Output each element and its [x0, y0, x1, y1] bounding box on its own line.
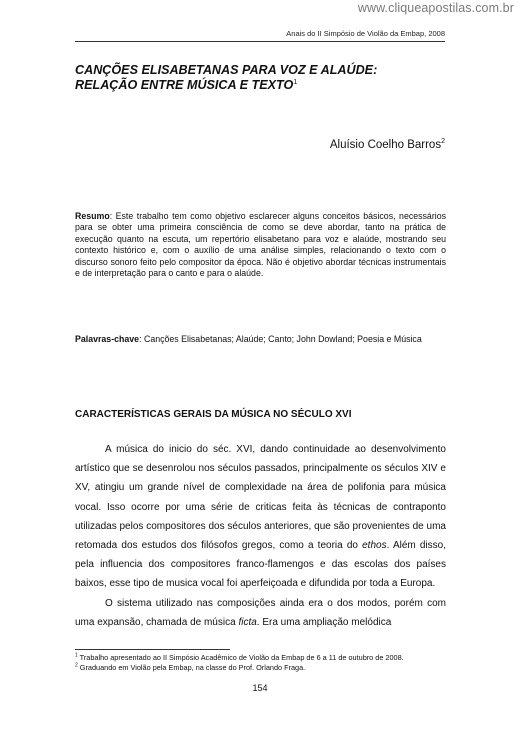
- author: [330, 139, 445, 151]
- keywords-label: Palavras-chave: [75, 334, 140, 344]
- title-footnote-ref: 1: [293, 78, 298, 86]
- keywords-text: : Canções Elisabetanas; Alaúde; Canto; John Dowland; Poesia e Música: [139, 334, 422, 344]
- footnote-2: [75, 663, 446, 673]
- running-header: Anais do II Simpósio de Violão da Embap, 2008: [286, 29, 445, 38]
- paragraph-1-text-b: . Além disso, pela influencia dos compositores franco-flamengos e das escolas dos países baixos, esse tipo de musica vocal foi aperfeiçoada e difundida por toda a Europa.: [75, 540, 446, 590]
- author-name: Aluísio Coelho Barros: [329, 139, 442, 151]
- author-footnote-ref: 2: [441, 138, 445, 146]
- footnote-2-number: 2: [75, 662, 78, 669]
- paragraph-1-text-a: A música do inicio do séc. XVI, dando continuidade ao desenvolvimento artístico que se desenrolou nos séculos passados, principalmente os séculos XIV e XV, atingiu um grande nível de complexidade na área de polifonia para música vocal. Isso ocorre por uma série de criticas feita às técnicas de contraponto utilizadas pelos compositores dos séculos anteriores, que são provenientes de uma retomada dos estudos dos filósofos gregos, como a teoria do: [75, 444, 446, 552]
- paragraph-2-text-a: O sistema utilizado nas composições ainda era o dos modos, porém com uma expansão, chamada de música: [75, 597, 446, 628]
- paragraph-1-italic: ethos: [362, 540, 387, 552]
- abstract: [75, 211, 446, 279]
- keywords: [75, 334, 446, 345]
- paragraph-2: [75, 594, 446, 632]
- footnote-1: [75, 653, 446, 663]
- page-number: 154: [252, 683, 268, 693]
- footnote-2-text: Graduando em Violão pela Embap, na classe do Prof. Orlando Fraga.: [77, 662, 306, 672]
- section-heading: CARACTERÍSTICAS GERAIS DA MÚSICA NO SÉCULO XVI: [75, 409, 352, 420]
- watermark: www.cliqueapostilas.com.br: [357, 1, 514, 15]
- header-rule: [75, 41, 445, 42]
- footnote-rule: [75, 649, 230, 650]
- paragraph-2-text-b: . Era uma ampliação melódica: [256, 616, 392, 628]
- footnote-1-number: 1: [75, 652, 78, 659]
- paragraph-1: [75, 440, 446, 594]
- paragraph-2-italic: ficta: [238, 616, 257, 628]
- abstract-text: : Este trabalho tem como objetivo esclarecer alguns conceitos básicos, necessários para se obter uma primeira consciência de como se deve abordar, tanto na prática de execução quanto na escuta, um repertório elisabetano para voz e alaúde, mostrando seu contexto histórico e, com o auxílio de uma análise simples, relacionando o texto com o discurso sonoro feito pelo compositor da época. Não é objetivo abordar técnicas instrumentais e de interpretação para o canto e para o alaúde.: [75, 211, 446, 279]
- footnotes: [75, 653, 446, 672]
- title-line-1: CANÇÕES ELISABETANAS PARA VOZ E ALAÚDE:: [75, 63, 378, 77]
- body-text: [75, 440, 446, 632]
- title-line-2: RELAÇÃO ENTRE MÚSICA E TEXTO: [75, 78, 294, 92]
- abstract-label: Resumo: [75, 211, 110, 221]
- paper-title: [75, 63, 455, 93]
- footnote-1-text: Trabalho apresentado ao II Simpósio Acadêmico de Violão da Embap de 6 a 11 de outubro de 2008.: [77, 653, 404, 662]
